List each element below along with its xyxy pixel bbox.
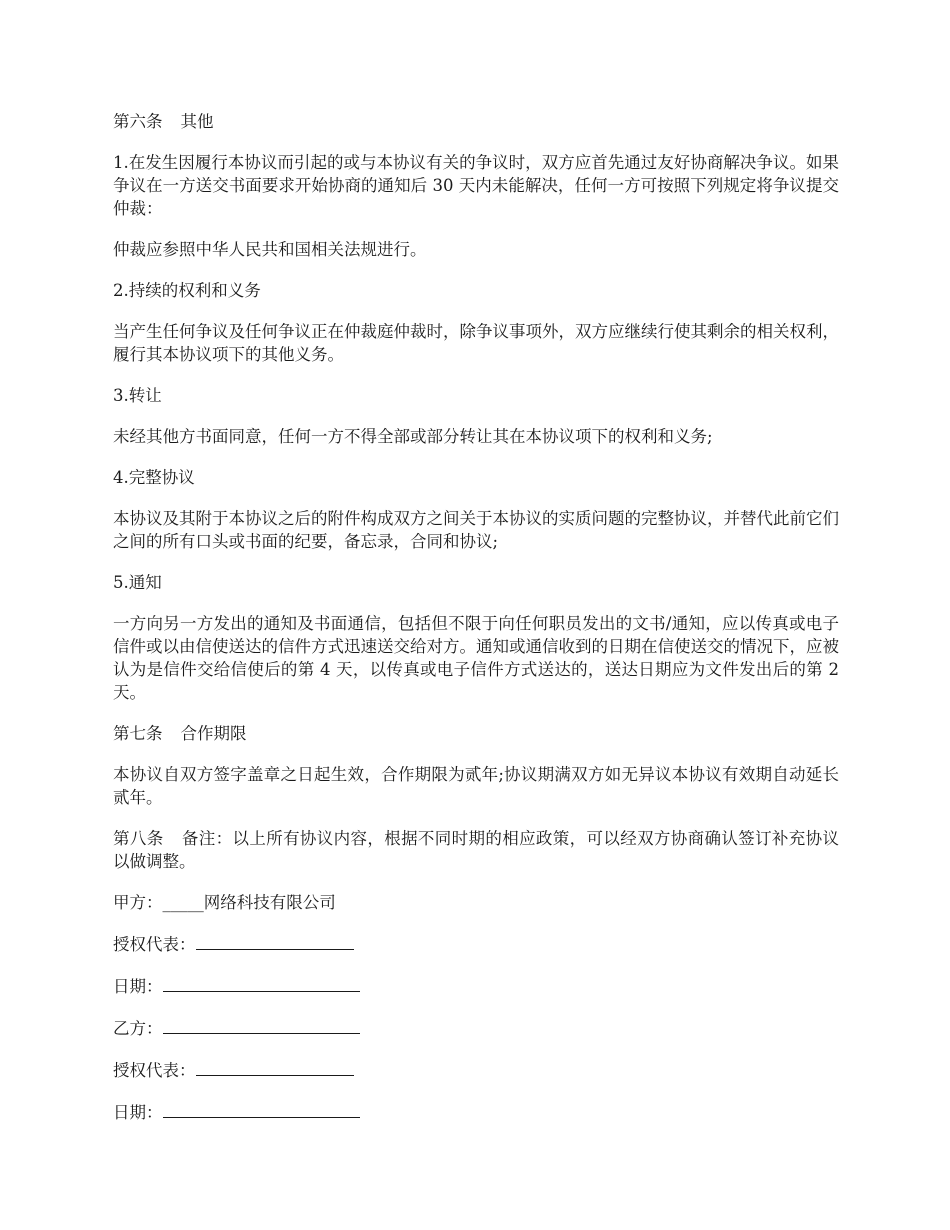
- clause-2-heading: 2.持续的权利和义务: [113, 281, 261, 300]
- party-a-label: 甲方：: [113, 893, 163, 912]
- party-a-line: [113, 891, 839, 914]
- paragraph-dispute: 1.在发生因履行本协议而引起的或与本协议有关的争议时，双方应首先通过友好协商解决争议。如果争议在一方送交书面要求开始协商的通知后 30 天内未能解决，任何一方可按照下列规定将争议提交仲裁：: [113, 153, 839, 218]
- article-6-title: 其他: [180, 112, 214, 131]
- paragraph-entire-agreement: 本协议及其附于本协议之后的附件构成双方之间关于本协议的实质问题的完整协议，并替代此前它们之间的所有口头或书面的纪要，备忘录，合同和协议;: [113, 509, 839, 551]
- paragraph-arbitration: 仲裁应参照中华人民共和国相关法规进行。: [113, 240, 427, 259]
- article-7-title: 合作期限: [180, 724, 247, 743]
- paragraph-transfer: 未经其他方书面同意，任何一方不得全部或部分转让其在本协议项下的权利和义务;: [113, 427, 713, 446]
- party-b-date-blank: [163, 1100, 360, 1118]
- article-7-number: 第七条: [113, 724, 163, 743]
- party-a-date-blank: [163, 974, 360, 992]
- article-6-number: 第六条: [113, 112, 163, 131]
- clause-4-heading: 4.完整协议: [113, 468, 195, 487]
- party-a-name: 网络科技有限公司: [203, 893, 336, 912]
- party-b-label: 乙方：: [113, 1019, 163, 1038]
- article-7-heading: [113, 722, 839, 745]
- paragraph-term: 本协议自双方签字盖章之日起生效，合作期限为贰年;协议期满双方如无异议本协议有效期自动延长贰年。: [113, 765, 839, 807]
- party-b-date-label: 日期：: [113, 1103, 163, 1122]
- party-a-date-line: [113, 974, 839, 998]
- clause-3-heading: 3.转让: [113, 386, 162, 405]
- party-a-representative-blank: [196, 932, 354, 950]
- party-a-date-label: 日期：: [113, 977, 163, 996]
- party-b-line: [113, 1016, 839, 1040]
- article-8-paragraph: [113, 827, 839, 873]
- party-b-date-line: [113, 1100, 839, 1124]
- party-a-representative-label: 授权代表：: [113, 935, 196, 954]
- party-a-blank: _____: [162, 893, 204, 912]
- article-8-number: 第八条: [113, 829, 164, 848]
- document-body: [113, 110, 839, 1142]
- article-6-heading: [113, 110, 839, 133]
- paragraph-notice: 一方向另一方发出的通知及书面通信，包括但不限于向任何职员发出的文书/通知，应以传真或电子信件或以由信使送达的信件方式迅速送交给对方。通知或通信收到的日期在信使送交的情况下，应被认为是信件交给信使后的第 4 天，以传真或电子信件方式送达的，送达日期应为文件发出后的第 2 天。: [113, 614, 839, 702]
- party-b-blank: [163, 1016, 360, 1034]
- party-b-representative-line: [113, 1058, 839, 1082]
- party-a-representative-line: [113, 932, 839, 956]
- party-b-representative-blank: [196, 1058, 354, 1076]
- clause-5-heading: 5.通知: [113, 573, 162, 592]
- paragraph-continuing-rights: 当产生任何争议及任何争议正在仲裁庭仲裁时，除争议事项外，双方应继续行使其剩余的相关权利，履行其本协议项下的其他义务。: [113, 322, 839, 364]
- party-b-representative-label: 授权代表：: [113, 1061, 196, 1080]
- article-8-text: 备注：以上所有协议内容，根据不同时期的相应政策，可以经双方协商确认签订补充协议以做调整。: [113, 829, 840, 871]
